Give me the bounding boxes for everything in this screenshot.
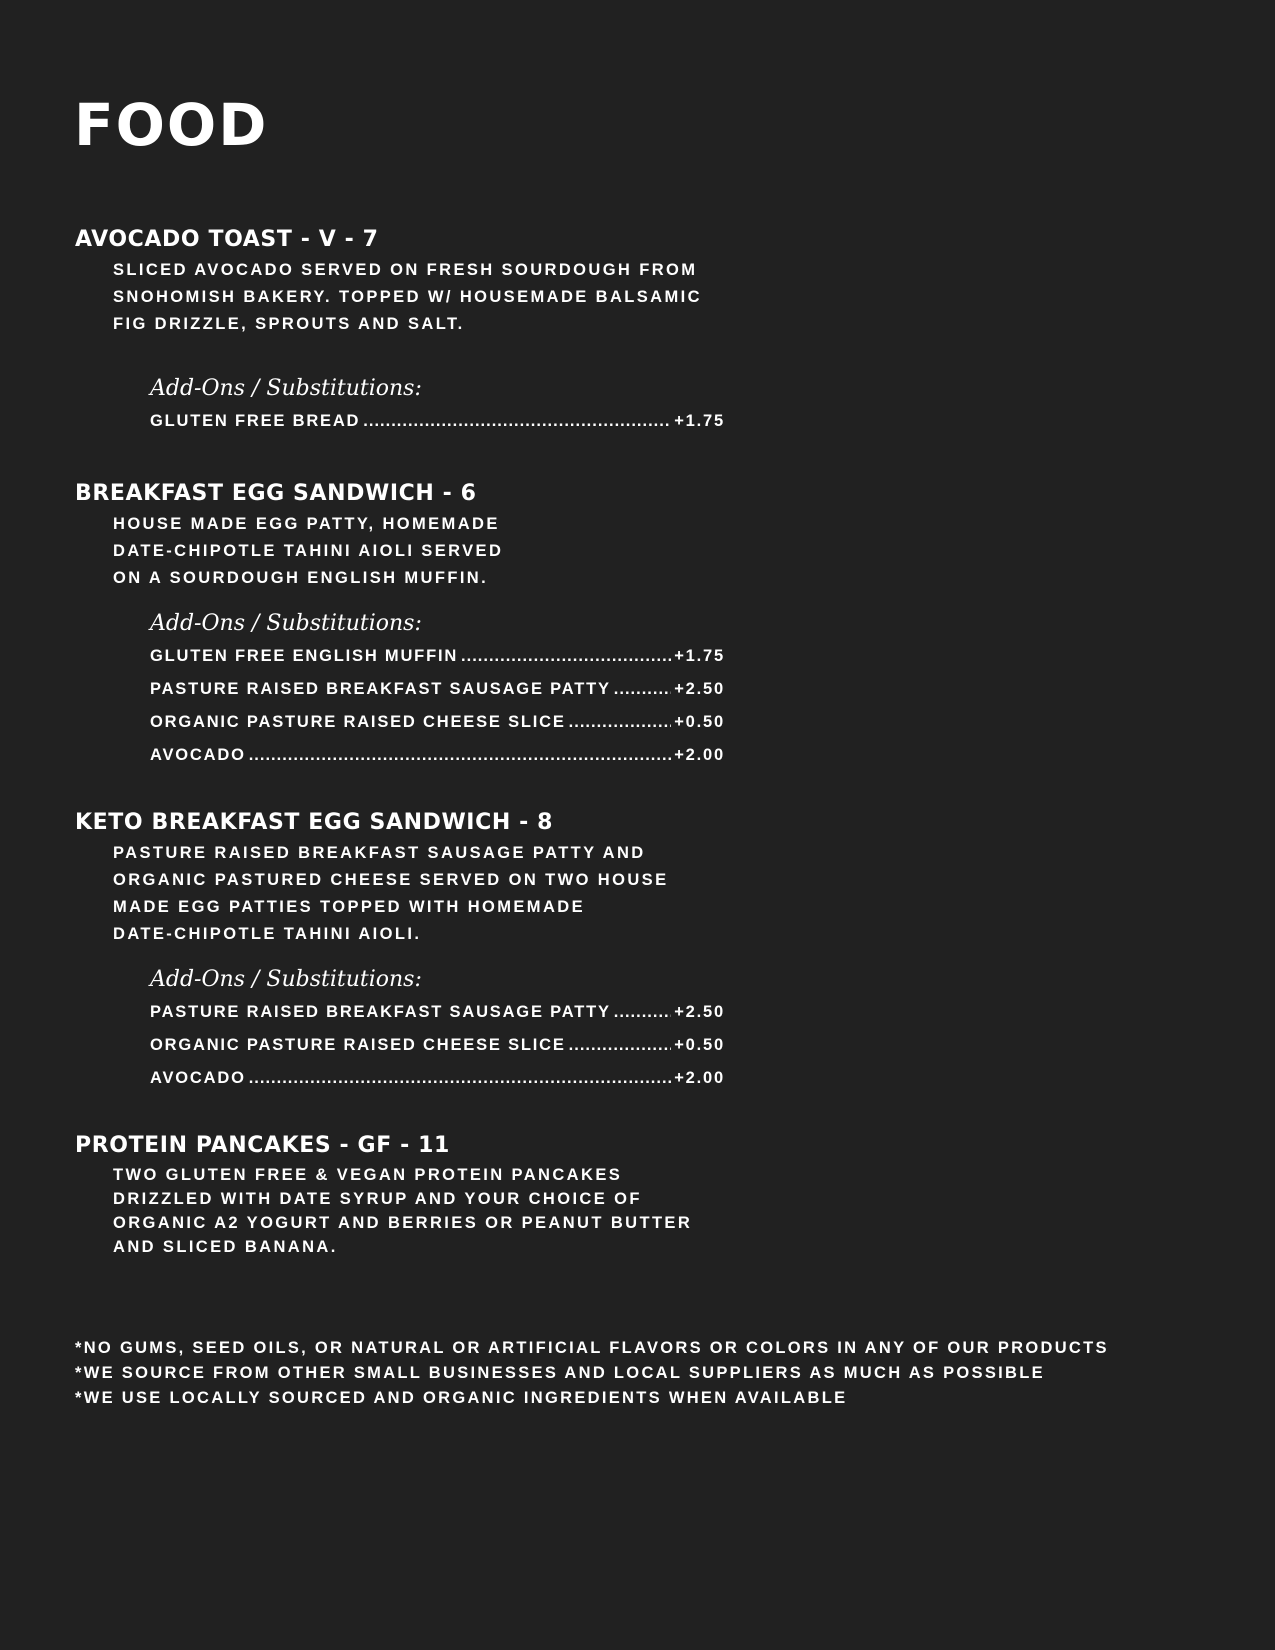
addons-section	[150, 609, 725, 779]
menu-item-avocado-toast	[75, 227, 725, 445]
dot-leader	[569, 1036, 672, 1055]
item-title: BREAKFAST EGG SANDWICH - 6	[75, 481, 477, 506]
dot-leader	[614, 680, 671, 699]
addon-name: GLUTEN FREE BREAD	[150, 412, 361, 430]
dot-leader	[461, 647, 671, 666]
item-description	[113, 1163, 725, 1259]
dot-leader	[249, 1069, 672, 1088]
addon-price: +2.00	[674, 1069, 725, 1087]
description-line: TWO GLUTEN FREE & VEGAN PROTEIN PANCAKES	[113, 1166, 623, 1184]
addon-name: AVOCADO	[150, 746, 246, 764]
footnote: *WE USE LOCALLY SOURCED AND ORGANIC INGREDIENTS WHEN AVAILABLE	[75, 1389, 848, 1407]
item-title: PROTEIN PANCAKES - GF - 11	[75, 1133, 450, 1158]
addons-section	[150, 374, 725, 445]
description-line: HOUSE MADE EGG PATTY, HOMEMADE	[113, 515, 500, 533]
addon-row	[150, 1036, 725, 1069]
addon-row	[150, 412, 725, 445]
description-line: DRIZZLED WITH DATE SYRUP AND YOUR CHOICE OF	[113, 1190, 642, 1208]
addon-name: ORGANIC PASTURE RAISED CHEESE SLICE	[150, 1036, 566, 1054]
footnote: *NO GUMS, SEED OILS, OR NATURAL OR ARTIFICIAL FLAVORS OR COLORS IN ANY OF OUR PRODUCTS	[75, 1339, 1109, 1357]
addon-row	[150, 1003, 725, 1036]
addon-price: +2.50	[674, 1003, 725, 1021]
addon-price: +2.50	[674, 680, 725, 698]
addon-name: PASTURE RAISED BREAKFAST SAUSAGE PATTY	[150, 1003, 611, 1021]
addon-price: +2.00	[674, 746, 725, 764]
addon-name: GLUTEN FREE ENGLISH MUFFIN	[150, 647, 459, 665]
item-title: KETO BREAKFAST EGG SANDWICH - 8	[75, 810, 554, 835]
menu-item-protein-pancakes	[75, 1133, 725, 1259]
addon-name: PASTURE RAISED BREAKFAST SAUSAGE PATTY	[150, 680, 611, 698]
addon-price: +0.50	[674, 713, 725, 731]
item-description	[113, 257, 725, 338]
description-line: SLICED AVOCADO SERVED ON FRESH SOURDOUGH FROM	[113, 261, 698, 279]
description-line: DATE-CHIPOTLE TAHINI AIOLI.	[113, 925, 422, 943]
addons-heading: Add-Ons / Substitutions:	[150, 611, 422, 636]
description-line: SNOHOMISH BAKERY. TOPPED W/ HOUSEMADE BALSAMIC	[113, 288, 702, 306]
addon-price: +1.75	[674, 647, 725, 665]
item-description	[113, 840, 725, 948]
description-line: PASTURE RAISED BREAKFAST SAUSAGE PATTY AND	[113, 844, 646, 862]
addons-section	[150, 965, 725, 1102]
dot-leader	[363, 412, 671, 431]
description-line: FIG DRIZZLE, SPROUTS AND SALT.	[113, 315, 465, 333]
addon-price: +1.75	[674, 412, 725, 430]
dot-leader	[614, 1003, 671, 1022]
addon-row	[150, 746, 725, 779]
addon-row	[150, 647, 725, 680]
description-line: ORGANIC PASTURED CHEESE SERVED ON TWO HOUSE	[113, 871, 669, 889]
description-line: DATE-CHIPOTLE TAHINI AIOLI SERVED	[113, 542, 504, 560]
description-line: ON A SOURDOUGH ENGLISH MUFFIN.	[113, 569, 489, 587]
addon-row	[150, 713, 725, 746]
description-line: MADE EGG PATTIES TOPPED WITH HOMEMADE	[113, 898, 585, 916]
addon-row	[150, 1069, 725, 1102]
menu-item-keto-breakfast-egg-sandwich	[75, 810, 725, 1102]
addon-row	[150, 680, 725, 713]
description-line: ORGANIC A2 YOGURT AND BERRIES OR PEANUT BUTTER	[113, 1214, 693, 1232]
addon-price: +0.50	[674, 1036, 725, 1054]
footnote: *WE SOURCE FROM OTHER SMALL BUSINESSES AND LOCAL SUPPLIERS AS MUCH AS POSSIBLE	[75, 1364, 1045, 1382]
menu-item-breakfast-egg-sandwich	[75, 481, 725, 779]
footnotes	[75, 1336, 1109, 1411]
item-title: AVOCADO TOAST - V - 7	[75, 227, 379, 252]
addons-heading: Add-Ons / Substitutions:	[150, 376, 422, 401]
addon-name: AVOCADO	[150, 1069, 246, 1087]
page-title: FOOD	[74, 91, 269, 159]
description-line: AND SLICED BANANA.	[113, 1238, 338, 1256]
dot-leader	[249, 746, 672, 765]
addons-heading: Add-Ons / Substitutions:	[150, 967, 422, 992]
item-description	[113, 511, 725, 592]
dot-leader	[569, 713, 672, 732]
addon-name: ORGANIC PASTURE RAISED CHEESE SLICE	[150, 713, 566, 731]
